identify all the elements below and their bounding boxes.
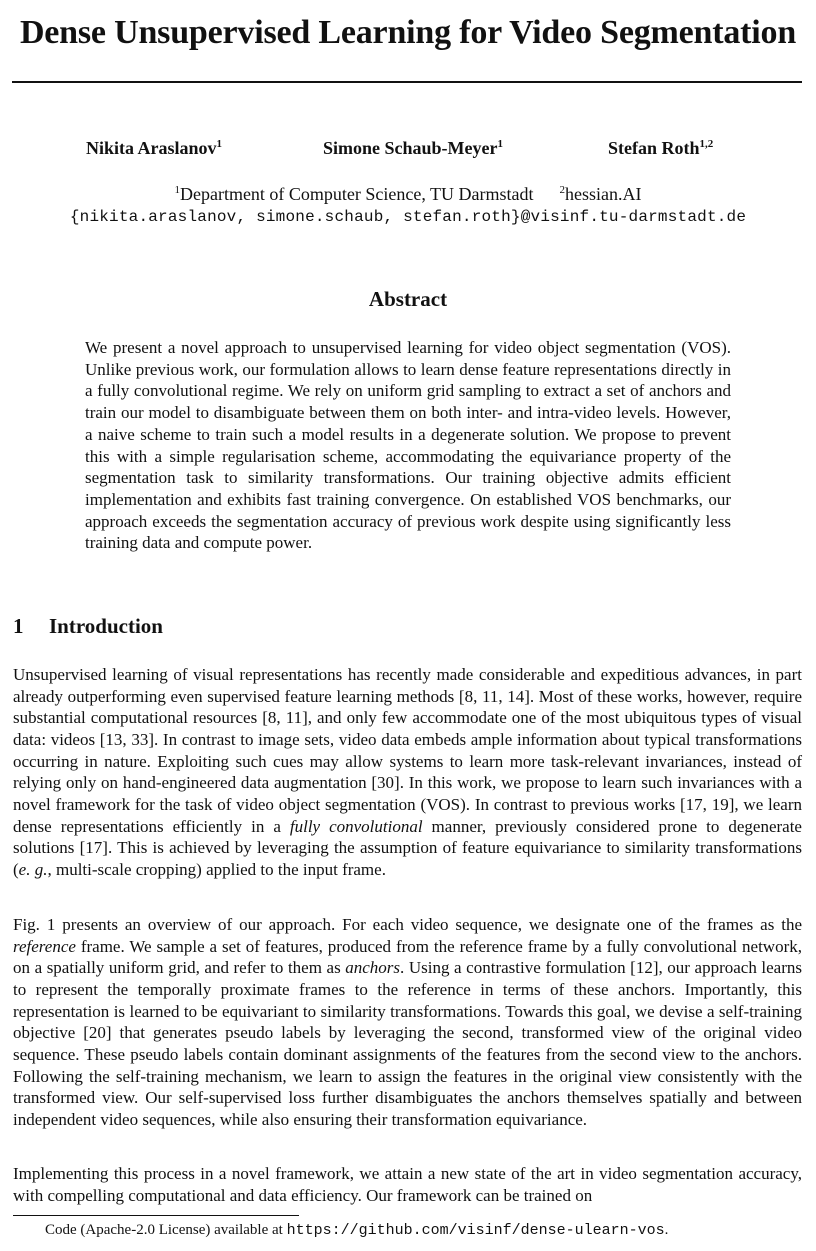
text-run: manner, previously considered prone to degenerate solutions [17]. This is achieved by leveraging the assumption of feature equivariance to similarity transformations ( <box>13 816 802 879</box>
text-run: . Using a contrastive formulation [12], our approach learns to represent the temporally proximate frames to the reference in terms of these anchors. Importantly, this representation is learned to be equivariant to similarity transformations. Towards this goal, we devise a self-training objective [20] that generates pseudo labels by leveraging the second, transformed view of the original video sequence. These pseudo labels contain dominant assignments of the features from the second view to the anchors. Following the self-training mechanism, we learn to assign the features in the original view consistently with the transformed view. Our self-supervised loss further disambiguates the anchors themselves spatially and between independent video sequences, while also ensuring their transformation equivariance. <box>13 958 802 1129</box>
author-name: Nikita Araslanov <box>86 138 217 158</box>
affiliation-mark: 1 <box>174 184 180 196</box>
paper-title: Dense Unsupervised Learning for Video Segmentation <box>19 14 797 51</box>
title-rule <box>12 81 802 83</box>
intro-paragraph-2 <box>13 914 802 1131</box>
footnote-period: . <box>664 1222 669 1238</box>
emphasis: fully convolutional <box>289 816 423 836</box>
abstract-text: We present a novel approach to unsupervised learning for video object segmentation (VOS). Unlike previous work, our formulation allows to learn dense feature representations directly in a fully convolutional regime. We rely on uniform grid sampling to extract a set of anchors and train our model to disambiguate between them on both inter- and intra-video levels. However, a naive scheme to train such a model results in a degenerate solution. We propose to prevent this with a simple regularisation scheme, accommodating the equivariance property of the segmentation task to similarity transformations. Our training objective admits efficient implementation and exhibits fast training convergence. On established VOS benchmarks, our approach exceeds the segmentation accuracy of previous work despite using significantly less training data and compute power. <box>85 338 731 553</box>
section-title: Introduction <box>49 614 163 638</box>
intro-paragraph-3: Implementing this process in a novel framework, we attain a new state of the art in video segmentation accuracy, with compelling computational and data efficiency. Our framework can be trained on <box>13 1164 802 1205</box>
affiliation-mark: 2 <box>559 184 566 196</box>
author-2 <box>323 138 503 159</box>
text-run: Fig. 1 presents an overview of our approach. For each video sequence, we designate one of the frames as the <box>13 915 802 934</box>
section-heading <box>13 614 163 639</box>
footnote-rule <box>13 1215 299 1216</box>
text-run: , multi-scale cropping) applied to the input frame. <box>47 859 386 879</box>
footnote-text: Code (Apache-2.0 License) available at <box>45 1222 287 1238</box>
author-name: Simone Schaub-Meyer <box>323 138 498 158</box>
author-name: Stefan Roth <box>608 138 700 158</box>
author-affiliation-mark: 1,2 <box>699 138 714 150</box>
author-3 <box>608 138 713 159</box>
author-1 <box>86 138 222 159</box>
intro-paragraph-1 <box>13 664 802 881</box>
author-affiliation-mark: 1 <box>216 138 223 150</box>
section-number: 1 <box>13 614 24 638</box>
code-link[interactable]: https://github.com/visinf/dense-ulearn-vos <box>286 1222 665 1239</box>
emphasis: reference <box>13 936 76 956</box>
affiliation-1: Department of Computer Science, TU Darmstadt <box>179 184 534 204</box>
abstract-heading: Abstract <box>368 287 448 311</box>
affiliation-2: hessian.AI <box>565 184 642 204</box>
emphasis: e. g. <box>18 859 48 879</box>
text-run: Unsupervised learning of visual representations has recently made considerable and expeditious advances, in part already outperforming even supervised feature learning methods [8, 11, 14]. Most of these works, however, require substantial computational resources [8, 11], and only few accommodate one of the most ubiquitous types of visual data: videos [13, 33]. In contrast to image sets, video data embeds ample information about typical transformations occurring in nature. Exploiting such cues may allow systems to learn more task-relevant invariances, instead of relying only on hand-engineered data augmentation [30]. In this work, we propose to learn such invariances with a novel framework for the task of video object segmentation (VOS). In contrast to previous works [17, 19], we learn dense representations efficiently in a <box>13 665 802 836</box>
author-emails: {nikita.araslanov, simone.schaub, stefan.roth}@visinf.tu-darmstadt.de <box>69 208 747 226</box>
author-affiliation-mark: 1 <box>497 138 503 150</box>
footnote <box>45 1222 668 1239</box>
text-run: frame. We sample a set of features, produced from the reference frame by a fully convolutional network, on a spatially uniform grid, and refer to them as <box>13 936 802 978</box>
emphasis: anchors <box>345 958 401 978</box>
affiliations <box>0 184 816 205</box>
